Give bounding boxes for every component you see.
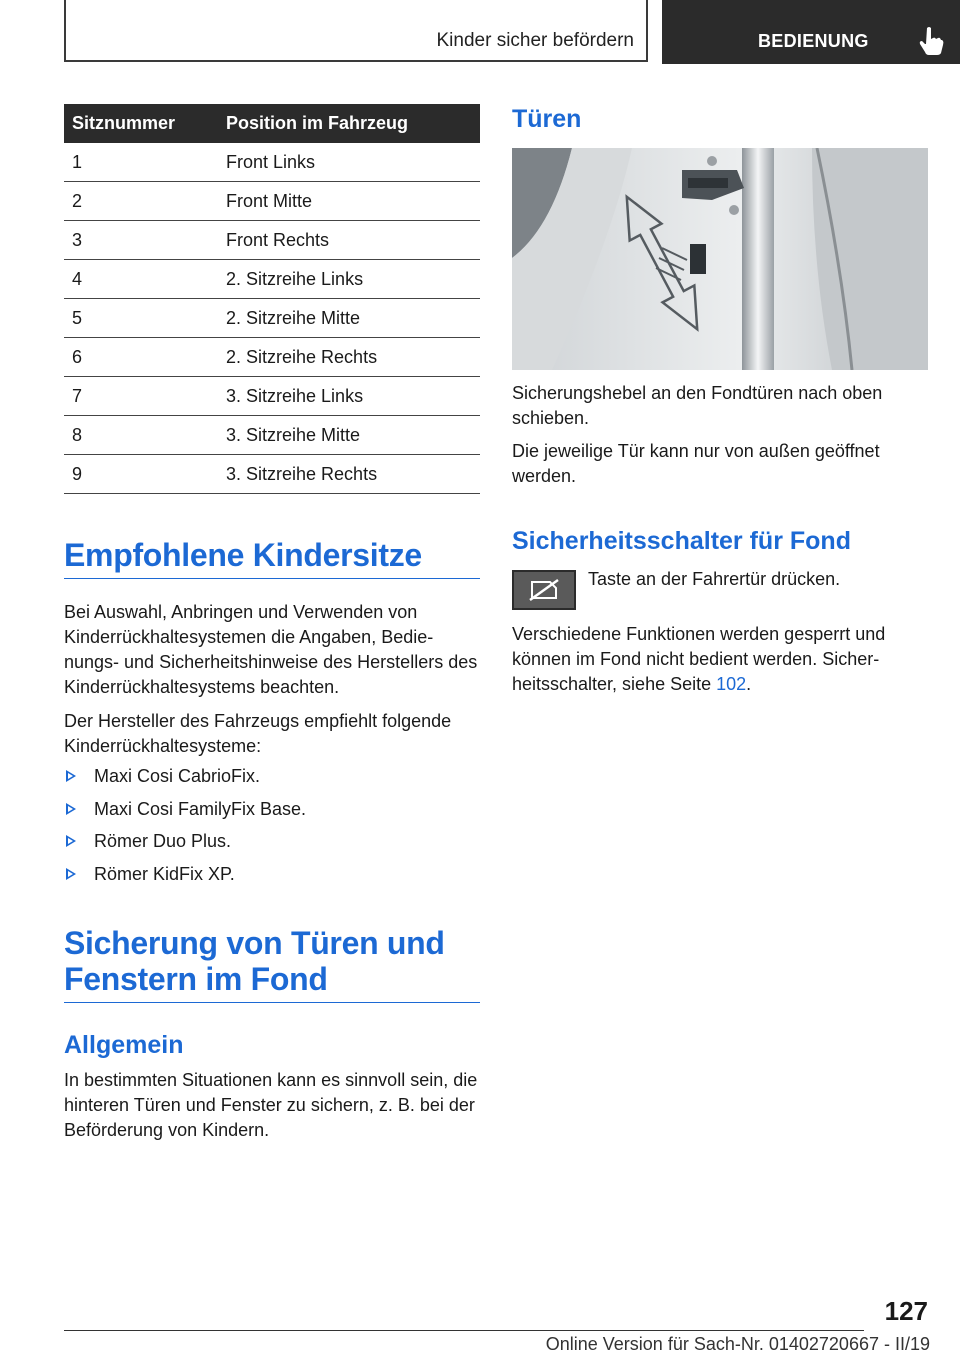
section-title: Kinder sicher befördern	[436, 30, 634, 51]
seat-number-cell: 9	[64, 455, 218, 494]
table-row	[64, 455, 480, 494]
seat-position-cell: 2. Sitzreihe Links	[218, 260, 480, 299]
column-header-seat-number: Sitznummer	[64, 104, 218, 143]
safety-switch-heading: Sicherheitsschalter für Fond	[512, 527, 851, 555]
securing-heading-line1: Sicherung von Türen und	[64, 925, 445, 961]
chapter-title: BEDIENUNG	[758, 31, 869, 51]
period-text: .	[746, 674, 752, 694]
list-item-text: Maxi Cosi FamilyFix Base.	[94, 798, 307, 819]
safety-switch-paragraph	[512, 622, 928, 697]
seat-number-cell: 8	[64, 416, 218, 455]
table-row	[64, 260, 480, 299]
recommended-intro-paragraph: Bei Auswahl, Anbringen und Verwenden von Kinderrückhaltesystemen die Angaben, Bedie-nungs- und Sicherheitshinweise des Herstellers des Kinderrückhaltesystems beachten.	[64, 602, 478, 697]
header-chapter-tab	[662, 0, 960, 64]
heading-rule	[64, 1002, 480, 1003]
header-section-tab	[64, 0, 648, 62]
seat-position-cell: Front Mitte	[218, 182, 480, 221]
window-lock-switch-icon	[512, 570, 576, 610]
footer-rule	[64, 1330, 864, 1331]
doors-heading: Türen	[512, 105, 582, 133]
table-row	[64, 377, 480, 416]
list-item	[64, 795, 306, 828]
hand-pointer-icon	[918, 26, 944, 56]
seat-position-cell: Front Rechts	[218, 221, 480, 260]
seat-number-cell: 4	[64, 260, 218, 299]
table-row	[64, 338, 480, 377]
table-row	[64, 299, 480, 338]
safety-switch-text: Verschiedene Funktionen werden gesperrt und können im Fond nicht bedient werden. Sicher-heitsschalter, siehe Seite	[512, 624, 886, 694]
seat-number-cell: 1	[64, 143, 218, 182]
seat-number-cell: 5	[64, 299, 218, 338]
page-reference-link[interactable]: 102	[716, 674, 747, 694]
child-seat-list	[64, 762, 306, 892]
table-row	[64, 416, 480, 455]
seat-number-cell: 2	[64, 182, 218, 221]
table-row	[64, 221, 480, 260]
seat-number-table	[64, 104, 480, 494]
seat-number-cell: 6	[64, 338, 218, 377]
general-subheading: Allgemein	[64, 1031, 184, 1059]
seat-position-cell: 3. Sitzreihe Mitte	[218, 416, 480, 455]
securing-heading-line2: Fenstern im Fond	[64, 961, 328, 997]
seat-position-cell: 2. Sitzreihe Mitte	[218, 299, 480, 338]
heading-rule	[64, 578, 480, 579]
list-item	[64, 827, 306, 860]
manufacturer-recommendation-paragraph: Der Hersteller des Fahrzeugs empfiehlt folgende Kinderrückhaltesysteme:	[64, 711, 452, 756]
seat-number-cell: 3	[64, 221, 218, 260]
list-item	[64, 762, 306, 795]
doors-note-paragraph: Die jeweilige Tür kann nur von außen geöffnet werden.	[512, 441, 880, 486]
doors-instruction-paragraph: Sicherungshebel an den Fondtüren nach oben schieben.	[512, 383, 883, 428]
list-item-text: Römer KidFix XP.	[94, 863, 235, 884]
seat-position-cell: Front Links	[218, 143, 480, 182]
seat-position-cell: 2. Sitzreihe Rechts	[218, 338, 480, 377]
door-lock-lever-illustration	[512, 148, 928, 370]
triangle-bullet-icon	[66, 770, 76, 782]
triangle-bullet-icon	[66, 803, 76, 815]
list-item-text: Römer Duo Plus.	[94, 831, 232, 851]
general-paragraph: In bestimmten Situationen kann es sinnvoll sein, die hinteren Türen und Fenster zu sichern, z. B. bei der Beförderung von Kindern.	[64, 1070, 478, 1140]
list-item	[64, 860, 306, 893]
seat-position-cell: 3. Sitzreihe Rechts	[218, 455, 480, 494]
seat-position-cell: 3. Sitzreihe Links	[218, 377, 480, 416]
triangle-bullet-icon	[66, 835, 76, 847]
safety-switch-instruction: Taste an der Fahrertür drücken.	[588, 569, 841, 589]
footer-online-version: Online Version für Sach-Nr. 01402720667 - II/19	[545, 1334, 930, 1354]
table-header-row	[64, 104, 480, 143]
recommended-seats-heading: Empfohlene Kindersitze	[64, 537, 422, 573]
table-row	[64, 182, 480, 221]
triangle-bullet-icon	[66, 868, 76, 880]
column-header-position: Position im Fahrzeug	[218, 104, 480, 143]
table-row	[64, 143, 480, 182]
page-number: 127	[884, 1296, 928, 1326]
list-item-text: Maxi Cosi CabrioFix.	[94, 766, 261, 786]
seat-number-cell: 7	[64, 377, 218, 416]
